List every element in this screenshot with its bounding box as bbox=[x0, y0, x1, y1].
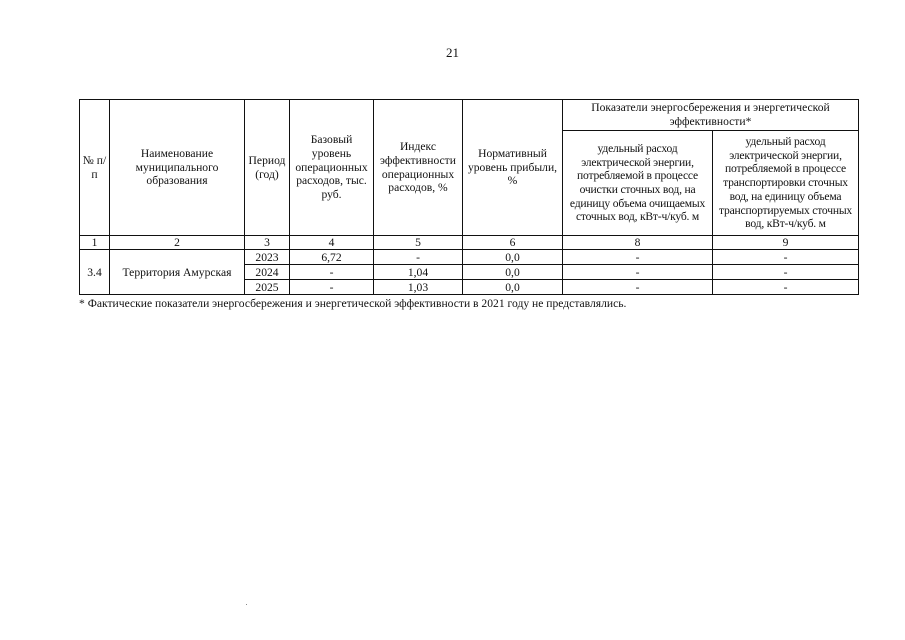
column-number: 3 bbox=[245, 236, 290, 250]
group-name-cell: Территория Амурская bbox=[110, 250, 245, 295]
column-number: 6 bbox=[463, 236, 563, 250]
profit-level-cell: 0,0 bbox=[463, 265, 563, 280]
energy-transport-cell: - bbox=[713, 250, 859, 265]
header-municipality: Наименование муниципального образования bbox=[110, 100, 245, 236]
column-number: 1 bbox=[80, 236, 110, 250]
header-base-opex: Базовый уровень операционных расходов, тыс. руб. bbox=[290, 100, 374, 236]
header-num: № п/п bbox=[80, 100, 110, 236]
table-header-row bbox=[80, 100, 859, 131]
energy-efficiency-table bbox=[79, 99, 859, 295]
header-energy-transport: удельный расход электрической энергии, потребляемой в процессе транспортировки сточных вод, на единицу объема транспортируемых сточных вод, кВт-ч/куб. м bbox=[713, 131, 859, 236]
base-opex-cell: - bbox=[290, 280, 374, 295]
table-row bbox=[80, 250, 859, 265]
period-cell: 2024 bbox=[245, 265, 290, 280]
energy-treatment-cell: - bbox=[563, 265, 713, 280]
column-number: 9 bbox=[713, 236, 859, 250]
header-opex-index: Индекс эффективности операционных расходов, % bbox=[374, 100, 463, 236]
group-number-cell: 3.4 bbox=[80, 250, 110, 295]
column-number: 2 bbox=[110, 236, 245, 250]
energy-treatment-cell: - bbox=[563, 280, 713, 295]
page-number: 21 bbox=[446, 45, 459, 60]
base-opex-cell: - bbox=[290, 265, 374, 280]
scan-speck bbox=[246, 604, 247, 605]
column-number: 5 bbox=[374, 236, 463, 250]
opex-index-cell: 1,04 bbox=[374, 265, 463, 280]
column-numbers-row bbox=[80, 236, 859, 250]
header-energy-group: Показатели энергосбережения и энергетической эффективности* bbox=[563, 100, 859, 131]
column-number: 8 bbox=[563, 236, 713, 250]
profit-level-cell: 0,0 bbox=[463, 250, 563, 265]
energy-transport-cell: - bbox=[713, 280, 859, 295]
footnote: * Фактические показатели энергосбережения и энергетической эффективности в 2021 году не представлялись. bbox=[79, 297, 627, 310]
opex-index-cell: - bbox=[374, 250, 463, 265]
opex-index-cell: 1,03 bbox=[374, 280, 463, 295]
energy-treatment-cell: - bbox=[563, 250, 713, 265]
period-cell: 2023 bbox=[245, 250, 290, 265]
header-period: Период (год) bbox=[245, 100, 290, 236]
column-number: 4 bbox=[290, 236, 374, 250]
header-profit-level: Нормативный уровень прибыли, % bbox=[463, 100, 563, 236]
header-energy-treatment: удельный расход электрической энергии, потребляемой в процессе очистки сточных вод, на единицу объема очищаемых сточных вод, кВт-ч/куб. м bbox=[563, 131, 713, 236]
profit-level-cell: 0,0 bbox=[463, 280, 563, 295]
period-cell: 2025 bbox=[245, 280, 290, 295]
energy-transport-cell: - bbox=[713, 265, 859, 280]
base-opex-cell: 6,72 bbox=[290, 250, 374, 265]
